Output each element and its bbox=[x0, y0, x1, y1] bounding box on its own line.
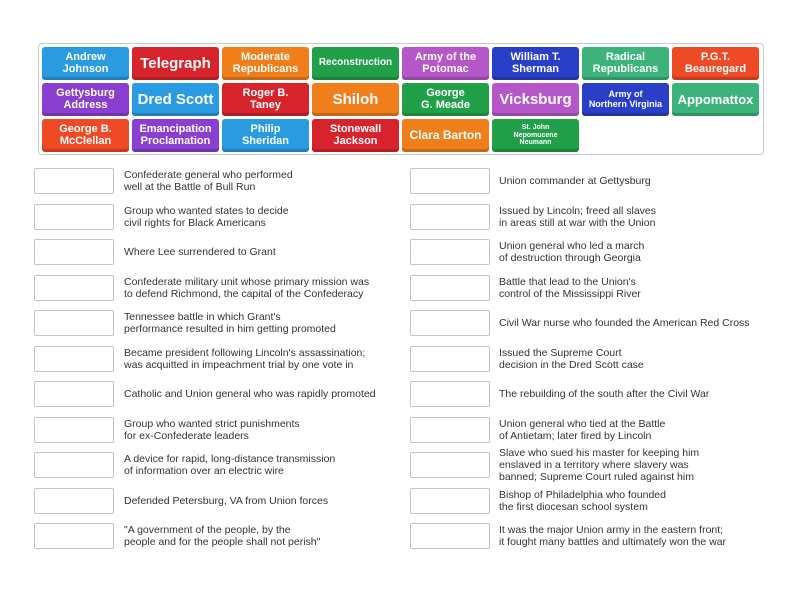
answer-tile[interactable] bbox=[132, 119, 219, 152]
drop-slot[interactable] bbox=[34, 417, 114, 443]
clue-text: Issued the Supreme Court decision in the Dred Scott case bbox=[499, 346, 644, 371]
drop-slot[interactable] bbox=[410, 346, 490, 372]
answer-tile[interactable] bbox=[492, 119, 579, 152]
drop-slot[interactable] bbox=[410, 417, 490, 443]
answer-tile-label: Gettysburg Address bbox=[56, 86, 115, 111]
answer-tile[interactable] bbox=[672, 47, 759, 80]
drop-slot[interactable] bbox=[410, 204, 490, 230]
clue-text: Catholic and Union general who was rapidly promoted bbox=[124, 388, 376, 400]
answer-tile[interactable] bbox=[582, 47, 669, 80]
answer-tile[interactable] bbox=[42, 47, 129, 80]
drop-slot[interactable] bbox=[34, 239, 114, 265]
clue-text: Slave who sued his master for keeping him enslaved in a territory where slavery was banned; Supreme Court ruled against him bbox=[499, 447, 700, 483]
answer-tile-label: Andrew Johnson bbox=[62, 50, 109, 75]
drop-slot[interactable] bbox=[34, 488, 114, 514]
answer-tile-label: Dred Scott bbox=[137, 90, 214, 108]
answer-tile[interactable] bbox=[492, 47, 579, 80]
answer-tile[interactable] bbox=[222, 83, 309, 116]
drop-slot[interactable] bbox=[34, 310, 114, 336]
answer-tile[interactable] bbox=[312, 47, 399, 80]
clue-text: It was the major Union army in the eastern front; it fought many battles and ultimately won the war bbox=[499, 524, 727, 548]
clue-text: Tennessee battle in which Grant's performance resulted in him getting promoted bbox=[124, 311, 336, 335]
drop-slot[interactable] bbox=[410, 488, 490, 514]
clue-text: Issued by Lincoln; freed all slaves in areas still at war with the Union bbox=[499, 204, 657, 229]
drop-slot[interactable] bbox=[34, 346, 114, 372]
clue-text: Union general who tied at the Battle of Antietam; later fired by Lincoln bbox=[499, 417, 666, 442]
answer-tile-label: Army of Northern Virginia bbox=[588, 89, 663, 109]
answer-tile-label: George G. Meade bbox=[421, 86, 470, 111]
clue-text: A device for rapid, long-distance transmission of information over an electric wire bbox=[124, 453, 336, 477]
answer-tile-label: Shiloh bbox=[332, 90, 379, 108]
answer-tile-label: Vicksburg bbox=[499, 90, 572, 108]
answer-tile[interactable] bbox=[132, 47, 219, 80]
answer-tile[interactable] bbox=[312, 83, 399, 116]
clue-text: Bishop of Philadelphia who founded the first diocesan school system bbox=[499, 488, 666, 513]
answer-tile-label: St. John Nepomucene Neumann bbox=[513, 124, 558, 147]
answer-tile-label: P.G.T. Beauregard bbox=[684, 50, 747, 75]
drop-slot[interactable] bbox=[410, 310, 490, 336]
answer-tile[interactable] bbox=[402, 47, 489, 80]
drop-slot[interactable] bbox=[34, 168, 114, 194]
clue-text: Where Lee surrendered to Grant bbox=[124, 246, 276, 258]
answer-tile-label: Appomattox bbox=[677, 91, 754, 107]
clue-text: Civil War nurse who founded the American Red Cross bbox=[499, 317, 750, 329]
drop-slot[interactable] bbox=[410, 239, 490, 265]
clue-text: Union commander at Gettysburg bbox=[499, 175, 651, 187]
drop-slot[interactable] bbox=[410, 381, 490, 407]
drop-slot[interactable] bbox=[34, 381, 114, 407]
answer-tile-label: Emancipation Proclamation bbox=[139, 122, 212, 147]
clue-text: "A government of the people, by the people and for the people shall not perish" bbox=[124, 524, 321, 548]
answer-tile-label: Army of the Potomac bbox=[414, 50, 477, 75]
answer-tile[interactable] bbox=[42, 119, 129, 152]
clue-text: Became president following Lincoln's assassination; was acquitted in impeachment trial by one vote in bbox=[124, 346, 366, 371]
answer-tile[interactable] bbox=[222, 119, 309, 152]
answer-tile-label: George B. McClellan bbox=[59, 122, 112, 147]
clue-text: Confederate general who performed well at the Battle of Bull Run bbox=[124, 169, 293, 193]
answer-tile[interactable] bbox=[582, 83, 669, 116]
answer-tile-label: Clara Barton bbox=[409, 128, 482, 143]
answer-tile[interactable] bbox=[42, 83, 129, 116]
clue-text: Confederate military unit whose primary mission was to defend Richmond, the capital of the Confederacy bbox=[124, 275, 370, 300]
clue-text: Group who wanted strict punishments for ex-Confederate leaders bbox=[124, 417, 300, 442]
drop-slot[interactable] bbox=[410, 452, 490, 478]
answer-tile[interactable] bbox=[222, 47, 309, 80]
drop-slot[interactable] bbox=[34, 204, 114, 230]
answer-tile[interactable] bbox=[492, 83, 579, 116]
drop-slot[interactable] bbox=[34, 275, 114, 301]
answer-tile-label: William T. Sherman bbox=[510, 50, 561, 75]
answer-tile-label: Radical Republicans bbox=[592, 50, 659, 75]
drop-slot[interactable] bbox=[34, 523, 114, 549]
answer-tile-label: Roger B. Taney bbox=[242, 86, 289, 111]
answer-tile-label: Moderate Republicans bbox=[232, 50, 299, 75]
answer-tile[interactable] bbox=[672, 83, 759, 116]
clue-text: Battle that lead to the Union's control of the Mississippi River bbox=[499, 275, 641, 300]
clue-text: Union general who led a march of destruction through Georgia bbox=[499, 240, 645, 264]
answer-tile-label: Philip Sheridan bbox=[241, 122, 290, 147]
clue-text: Defended Petersburg, VA from Union forces bbox=[124, 494, 329, 507]
answer-tile[interactable] bbox=[312, 119, 399, 152]
drop-slot[interactable] bbox=[410, 168, 490, 194]
clue-text: The rebuilding of the south after the Civil War bbox=[499, 388, 710, 400]
answer-tile[interactable] bbox=[402, 119, 489, 152]
answer-tile-label: Reconstruction bbox=[318, 57, 393, 69]
clue-text: Group who wanted states to decide civil rights for Black Americans bbox=[124, 204, 289, 229]
answer-tile-label: Telegraph bbox=[140, 54, 211, 72]
answer-tile[interactable] bbox=[402, 83, 489, 116]
answer-tile-label: Stonewall Jackson bbox=[329, 122, 382, 147]
answer-tile[interactable] bbox=[132, 83, 219, 116]
drop-slot[interactable] bbox=[410, 275, 490, 301]
drop-slot[interactable] bbox=[410, 523, 490, 549]
drop-slot[interactable] bbox=[34, 452, 114, 478]
